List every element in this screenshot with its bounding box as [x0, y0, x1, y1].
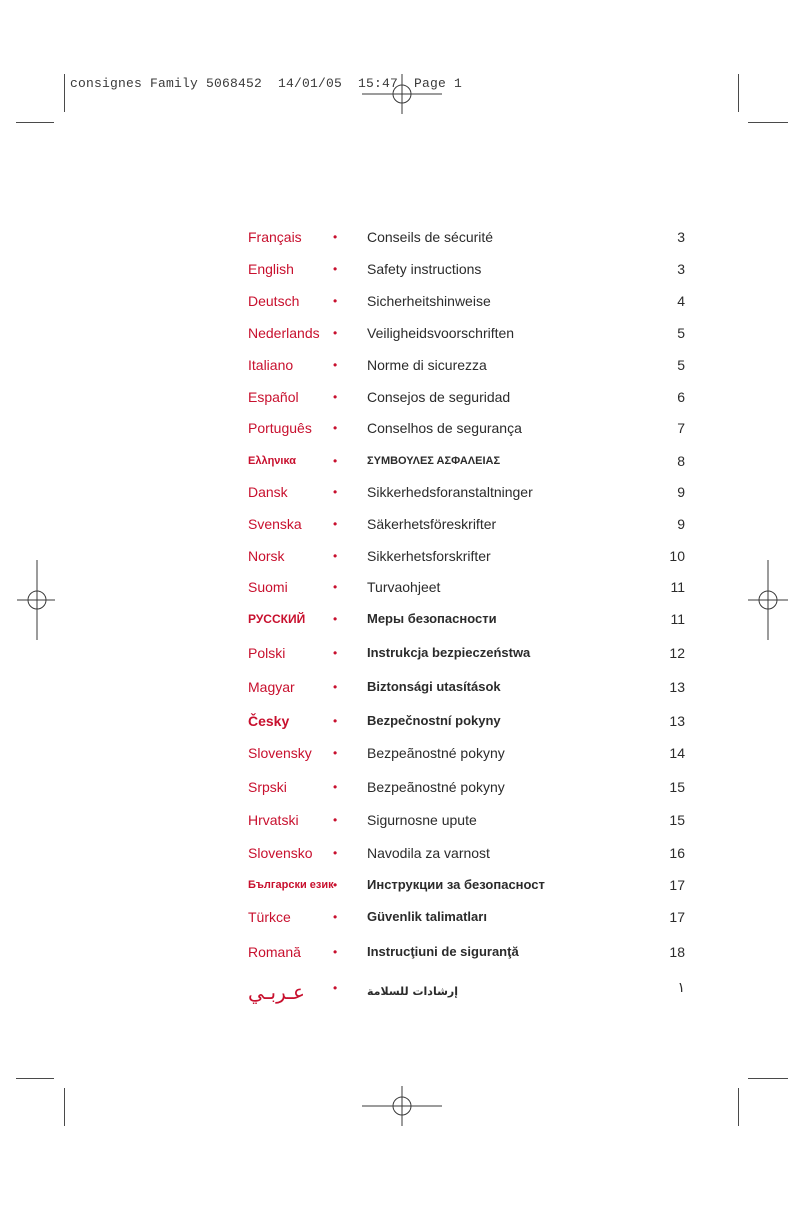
toc-bullet: •: [333, 390, 338, 404]
toc-page-number: 17: [669, 877, 685, 893]
toc-title: Navodila za varnost: [367, 845, 490, 861]
toc-title: Consejos de seguridad: [367, 389, 511, 405]
toc-page-number: 11: [670, 579, 685, 595]
toc-bullet: •: [333, 714, 338, 728]
toc-row-slovensky: [0, 741, 808, 765]
toc-title: Biztonsági utasítások: [367, 679, 501, 694]
toc-bullet: •: [333, 612, 338, 626]
toc-bullet: •: [333, 746, 338, 760]
toc-page-number: 15: [669, 812, 685, 828]
toc-page-number: 3: [677, 229, 685, 245]
toc-row-greek: [0, 449, 808, 473]
toc-language: Nederlands: [248, 325, 320, 341]
toc-title: Меры безопасности: [367, 611, 497, 626]
toc-row-svenska: [0, 512, 808, 536]
toc-bullet: •: [333, 485, 338, 499]
toc-row-francais: [0, 225, 808, 249]
printer-slug: consignes Family 5068452 14/01/05 15:47 Page 1: [70, 76, 463, 91]
toc-title: ΣΥΜΒΟΥΛΕΣ ΑΣΦΑΛΕΙΑΣ: [367, 455, 501, 467]
toc-page-number: ١: [677, 980, 685, 996]
toc-title: Sigurnosne upute: [367, 812, 477, 828]
toc-row-arabic: [0, 980, 808, 1004]
toc-language: Italiano: [248, 357, 294, 373]
toc-title: Conselhos de segurança: [367, 420, 522, 436]
toc-row-espanol: [0, 385, 808, 409]
toc-title: إرشادات للسلامة: [367, 985, 458, 998]
toc-bullet: •: [333, 517, 338, 531]
toc-title: Güvenlik talimatları: [367, 909, 487, 924]
toc-row-portugues: [0, 416, 808, 440]
toc-title: Conseils de sécurité: [367, 229, 494, 245]
toc-language: Français: [248, 229, 302, 245]
toc-language: Svenska: [248, 516, 302, 532]
toc-page-number: 8: [677, 453, 685, 469]
toc-page-number: 14: [669, 745, 685, 761]
toc-page-number: 13: [669, 713, 685, 729]
toc-page-number: 15: [669, 779, 685, 795]
toc-language: Romană: [248, 944, 301, 960]
toc-bullet: •: [333, 358, 338, 372]
toc-bullet: •: [333, 580, 338, 594]
toc-bullet: •: [333, 846, 338, 860]
toc-language: Български език: [248, 879, 334, 891]
toc-language: Deutsch: [248, 293, 300, 309]
toc-bullet: •: [333, 878, 338, 892]
toc-page-number: 3: [677, 261, 685, 277]
toc-page-number: 11: [670, 611, 685, 627]
toc-page-number: 18: [669, 944, 685, 960]
toc-language: Türkce: [248, 909, 291, 925]
toc-page-number: 9: [677, 516, 685, 532]
toc-language: Español: [248, 389, 299, 405]
toc-title: Norme di sicurezza: [367, 357, 487, 373]
toc-page-number: 12: [669, 645, 685, 661]
toc-page-number: 10: [669, 548, 685, 564]
toc-title: Instrukcja bezpieczeństwa: [367, 645, 531, 660]
toc-title: Sicherheitshinweise: [367, 293, 491, 309]
toc-title: Bezpeãnostné pokyny: [367, 745, 505, 761]
toc-row-srpski: [0, 775, 808, 799]
toc-title: Sikkerhetsforskrifter: [367, 548, 491, 564]
toc-title: Instrucţiuni de siguranţă: [367, 944, 519, 959]
toc-bullet: •: [333, 294, 338, 308]
toc-title: Säkerhetsföreskrifter: [367, 516, 497, 532]
toc-title: Bezpečnostní pokyny: [367, 713, 501, 728]
toc-row-russian: [0, 607, 808, 631]
toc-bullet: •: [333, 680, 338, 694]
toc-language: Norsk: [248, 548, 285, 564]
toc-page-number: 9: [677, 484, 685, 500]
toc-title: Veiligheidsvoorschriften: [367, 325, 515, 341]
toc-language: Srpski: [248, 779, 287, 795]
toc-bullet: •: [333, 230, 338, 244]
toc-page-number: 13: [669, 679, 685, 695]
toc-title: Sikkerhedsforanstaltninger: [367, 484, 533, 500]
toc-title: Safety instructions: [367, 261, 482, 277]
toc-bullet: •: [333, 549, 338, 563]
toc-bullet: •: [333, 646, 338, 660]
toc-language: Suomi: [248, 579, 288, 595]
toc-language: Português: [248, 420, 312, 436]
toc-language: Česky: [248, 713, 290, 729]
toc-title: Turvaohjeet: [367, 579, 441, 595]
toc-row-cesky: [0, 709, 808, 733]
toc-row-bulgarian: [0, 873, 808, 897]
toc-language: Polski: [248, 645, 286, 661]
toc-row-hrvatski: [0, 808, 808, 832]
toc-row-polski: [0, 641, 808, 665]
toc-row-norsk: [0, 544, 808, 568]
toc-page-number: 5: [677, 325, 685, 341]
toc-bullet: •: [333, 945, 338, 959]
toc-bullet: •: [333, 262, 338, 276]
toc-title: Инструкции за безопасност: [367, 877, 545, 892]
toc-bullet: •: [333, 910, 338, 924]
toc-row-romana: [0, 940, 808, 964]
toc-language: Dansk: [248, 484, 288, 500]
toc-language: Slovensky: [248, 745, 312, 761]
toc-row-english: [0, 257, 808, 281]
toc-row-slovensko: [0, 841, 808, 865]
toc-row-deutsch: [0, 289, 808, 313]
toc-row-italiano: [0, 353, 808, 377]
toc-row-turkce: [0, 905, 808, 929]
toc-language: Magyar: [248, 679, 295, 695]
toc-page-number: 5: [677, 357, 685, 373]
toc-row-dansk: [0, 480, 808, 504]
toc-language: РУССКИЙ: [248, 612, 306, 626]
toc-page-number: 4: [677, 293, 685, 309]
toc-language: Hrvatski: [248, 812, 299, 828]
toc-language: Slovensko: [248, 845, 313, 861]
toc-bullet: •: [333, 454, 338, 468]
toc-language: Ελληνικα: [248, 455, 296, 467]
toc-page-number: 6: [677, 389, 685, 405]
toc-title: Bezpeãnostné pokyny: [367, 779, 505, 795]
toc-bullet: •: [333, 981, 338, 995]
toc-bullet: •: [333, 780, 338, 794]
toc-language: English: [248, 261, 294, 277]
toc-page-number: 16: [669, 845, 685, 861]
toc-page-number: 17: [669, 909, 685, 925]
toc-bullet: •: [333, 421, 338, 435]
toc-page-number: 7: [677, 420, 685, 436]
toc-language: عـربـي: [248, 980, 305, 1004]
toc-row-nederlands: [0, 321, 808, 345]
toc-row-suomi: [0, 575, 808, 599]
toc-bullet: •: [333, 326, 338, 340]
toc-bullet: •: [333, 813, 338, 827]
toc-row-magyar: [0, 675, 808, 699]
